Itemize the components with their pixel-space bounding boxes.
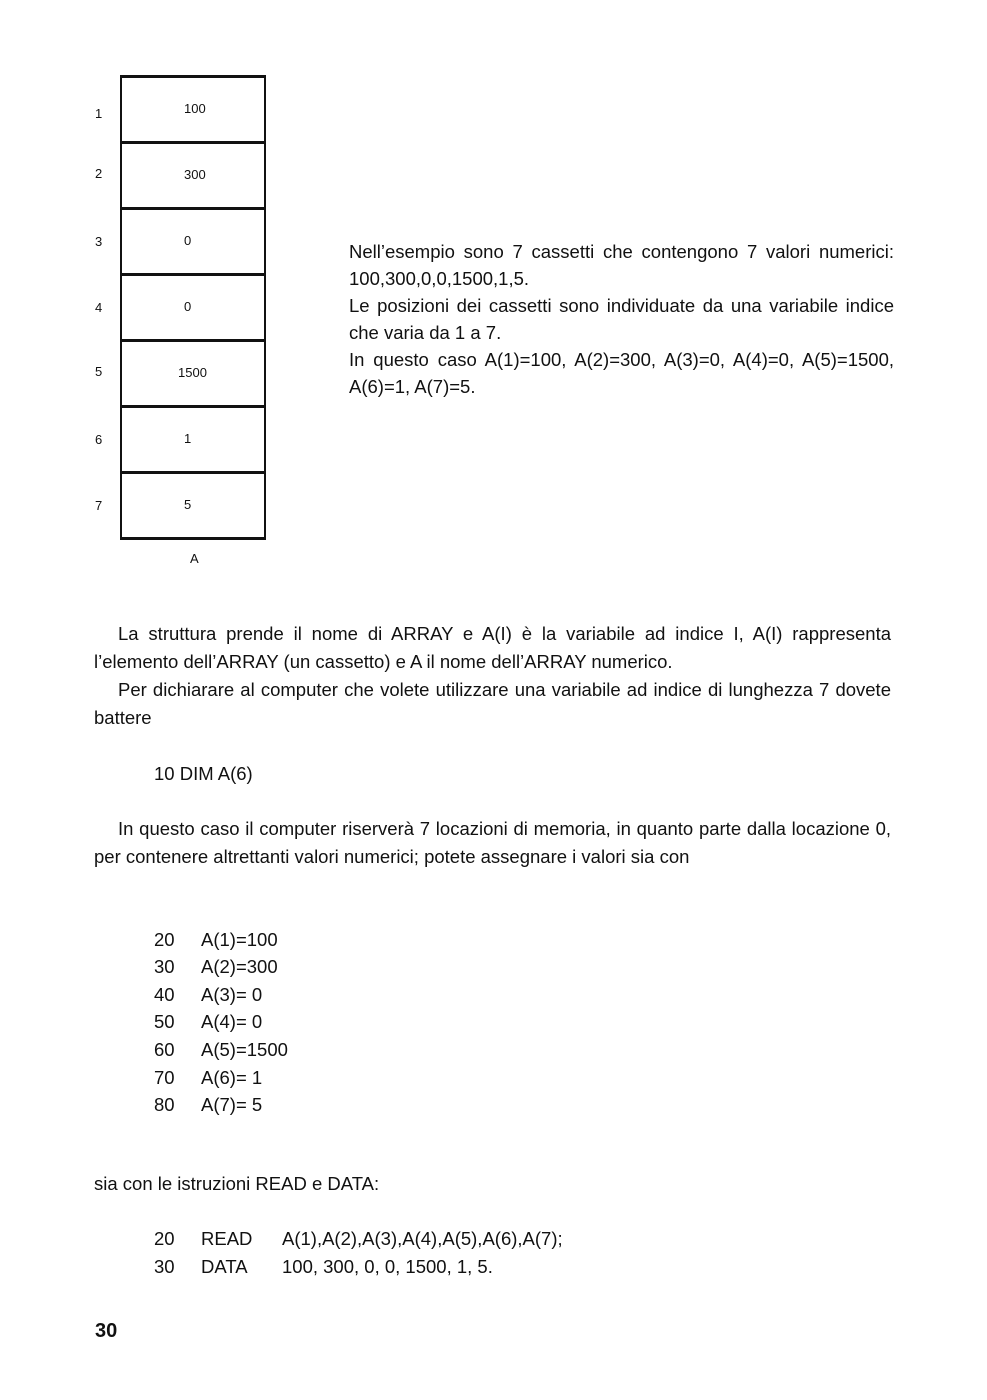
body-paragraph: In questo caso il computer riserverà 7 locazioni di memoria, in quanto parte dalla locazione 0, per contenere altrettanti valori numerici; potete assegnare i valori sia con bbox=[94, 818, 891, 867]
page-number: 30 bbox=[95, 1320, 118, 1342]
array-name-label: A bbox=[190, 551, 199, 566]
array-box bbox=[120, 75, 266, 540]
body-paragraph: La struttura prende il nome di ARRAY e A(I) è la variabile ad indice I, A(I) rappresenta l’elemento dell’ARRAY (un cassetto) e A il nome dell’ARRAY numerico. bbox=[94, 623, 891, 672]
line-number: 40 bbox=[154, 984, 175, 1005]
cell-value: 1 bbox=[184, 430, 192, 446]
array-cell bbox=[122, 342, 264, 408]
cell-value: 100 bbox=[184, 100, 206, 116]
body-section-intro bbox=[94, 620, 891, 732]
code-line bbox=[154, 981, 262, 1009]
code-line bbox=[154, 1253, 493, 1281]
code-statement: A(1)=100 bbox=[201, 929, 278, 950]
line-number: 30 bbox=[154, 1256, 175, 1277]
explanation-paragraph: Nell’esempio sono 7 cassetti che contengono 7 valori numerici: 100,300,0,0,1500,1,5. bbox=[349, 241, 894, 289]
body-paragraph: Per dichiarare al computer che volete utilizzare una variabile ad indice di lunghezza 7 dovete battere bbox=[94, 679, 891, 728]
code-statement: A(3)= 0 bbox=[201, 984, 263, 1005]
array-cell bbox=[122, 144, 264, 210]
body-section-read bbox=[94, 1170, 891, 1198]
explanation-paragraph: In questo caso A(1)=100, A(2)=300, A(3)=0, A(4)=0, A(5)=1500, A(6)=1, A(7)=5. bbox=[349, 349, 894, 397]
array-cell bbox=[122, 210, 264, 276]
line-number: 60 bbox=[154, 1039, 175, 1060]
code-line bbox=[154, 1091, 262, 1119]
code-keyword: DATA bbox=[201, 1256, 248, 1277]
code-statement: A(6)= 1 bbox=[201, 1067, 263, 1088]
body-paragraph: sia con le istruzioni READ e DATA: bbox=[94, 1173, 380, 1194]
index-label: 1 bbox=[95, 106, 103, 121]
cell-value: 300 bbox=[184, 166, 206, 182]
line-number: 20 bbox=[154, 929, 175, 950]
cell-value: 5 bbox=[184, 496, 192, 512]
array-cell bbox=[122, 276, 264, 342]
code-line bbox=[154, 1064, 262, 1092]
line-number: 80 bbox=[154, 1094, 175, 1115]
body-section-assign bbox=[94, 815, 891, 871]
code-line bbox=[154, 926, 278, 954]
explanation-paragraph: Le posizioni dei cassetti sono individuate da una variabile indice che varia da 1 a 7. bbox=[349, 295, 894, 343]
index-label: 4 bbox=[95, 300, 103, 315]
code-arguments: A(1),A(2),A(3),A(4),A(5),A(6),A(7); bbox=[282, 1228, 563, 1249]
array-cell bbox=[122, 78, 264, 144]
line-number: 50 bbox=[154, 1011, 175, 1032]
line-number: 30 bbox=[154, 956, 175, 977]
cell-value: 1500 bbox=[178, 364, 207, 380]
index-label: 3 bbox=[95, 234, 103, 249]
code-line bbox=[154, 1225, 563, 1253]
code-line bbox=[154, 1008, 262, 1036]
line-number: 20 bbox=[154, 1228, 175, 1249]
index-label: 5 bbox=[95, 364, 103, 379]
code-statement: A(2)=300 bbox=[201, 956, 278, 977]
cell-value: 0 bbox=[184, 298, 192, 314]
cell-value: 0 bbox=[184, 232, 192, 248]
code-line bbox=[154, 953, 278, 981]
code-line bbox=[154, 1036, 288, 1064]
index-label: 7 bbox=[95, 498, 103, 513]
line-number: 70 bbox=[154, 1067, 175, 1088]
dim-code-line: 10 DIM A(6) bbox=[154, 763, 253, 784]
array-cell bbox=[122, 474, 264, 537]
code-statement: A(7)= 5 bbox=[201, 1094, 263, 1115]
code-statement: A(5)=1500 bbox=[201, 1039, 288, 1060]
index-label: 2 bbox=[95, 166, 103, 181]
code-arguments: 100, 300, 0, 0, 1500, 1, 5. bbox=[282, 1256, 493, 1277]
array-cell bbox=[122, 408, 264, 474]
diagram-explanation bbox=[349, 238, 894, 400]
index-label: 6 bbox=[95, 432, 103, 447]
code-statement: A(4)= 0 bbox=[201, 1011, 263, 1032]
code-keyword: READ bbox=[201, 1228, 253, 1249]
